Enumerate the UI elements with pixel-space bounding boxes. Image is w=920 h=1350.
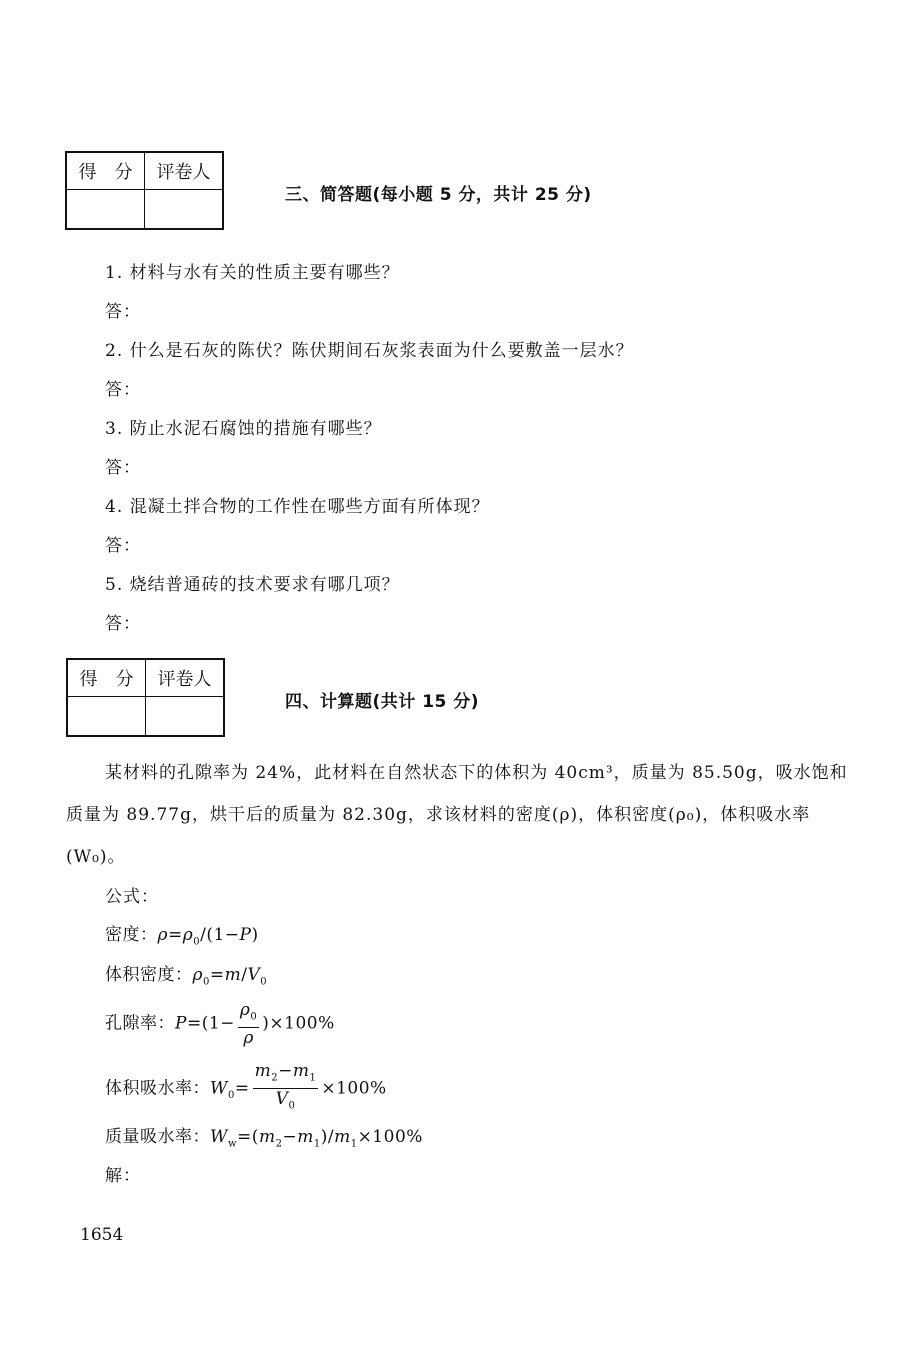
problem-line-3: (W₀)。 <box>66 847 126 867</box>
vol-absorption-formula: 体积吸水率：$W_0=$ $\frac{m_2-m_1}{V_0}$ ×100% <box>105 1061 387 1112</box>
question-2: 2. 什么是石灰的陈伏？陈伏期间石灰浆表面为什么要敷盖一层水？ <box>105 341 634 361</box>
problem-line-1: 某材料的孔隙率为 24%，此材料在自然状态下的体积为 40cm³，质量为 85.50g，吸水饱和 <box>105 763 848 783</box>
question-3: 3. 防止水泥石腐蚀的措施有哪些？ <box>105 419 382 439</box>
porosity-label: 孔隙率： <box>105 1013 175 1034</box>
mass-absorption-formula: 质量吸水率：$W_w=(m_2-m_1)/m_1\times 100\%$ <box>105 1127 423 1150</box>
answer-2: 答： <box>105 380 141 400</box>
score-cell <box>66 190 145 230</box>
density-label: 密度： <box>105 925 158 945</box>
score-table-section4 <box>66 658 225 737</box>
formula-label: 公式： <box>105 887 159 907</box>
score-cell <box>67 697 146 737</box>
answer-4: 答： <box>105 536 141 556</box>
section3-title: 三、简答题(每小题 5 分，共计 25 分) <box>285 185 592 205</box>
bulk-density-label: 体积密度： <box>105 965 193 985</box>
porosity-formula: 孔隙率：P=(1− $\frac{\rho_0}{\rho}$ )×100% <box>105 1000 335 1049</box>
section4-title: 四、计算题(共计 15 分) <box>285 692 480 712</box>
grader-header: 评卷人 <box>145 152 224 190</box>
density-formula: 密度：$\rho=\rho_0/(1-P)$ <box>105 925 259 948</box>
score-table-section3 <box>65 151 224 230</box>
question-1: 1. 材料与水有关的性质主要有哪些？ <box>105 263 400 283</box>
grader-cell <box>146 697 225 737</box>
solution-label: 解： <box>105 1166 141 1186</box>
answer-5: 答： <box>105 614 141 634</box>
mass-absorption-label: 质量吸水率： <box>105 1127 210 1147</box>
answer-3: 答： <box>105 458 141 478</box>
score-header: 得 分 <box>67 659 146 697</box>
answer-1: 答： <box>105 302 141 322</box>
question-4: 4. 混凝土拌合物的工作性在哪些方面有所体现？ <box>105 497 490 517</box>
grader-cell <box>145 190 224 230</box>
bulk-density-formula: 体积密度：$\rho_0=m/V_0$ <box>105 965 268 988</box>
vol-absorption-label: 体积吸水率： <box>105 1078 210 1099</box>
page-number: 1654 <box>80 1225 124 1245</box>
score-header: 得 分 <box>66 152 145 190</box>
grader-header: 评卷人 <box>146 659 225 697</box>
problem-line-2: 质量为 89.77g，烘干后的质量为 82.30g，求该材料的密度(ρ)，体积密度(ρ₀)，体积吸水率 <box>66 805 811 825</box>
question-5: 5. 烧结普通砖的技术要求有哪几项？ <box>105 575 400 595</box>
